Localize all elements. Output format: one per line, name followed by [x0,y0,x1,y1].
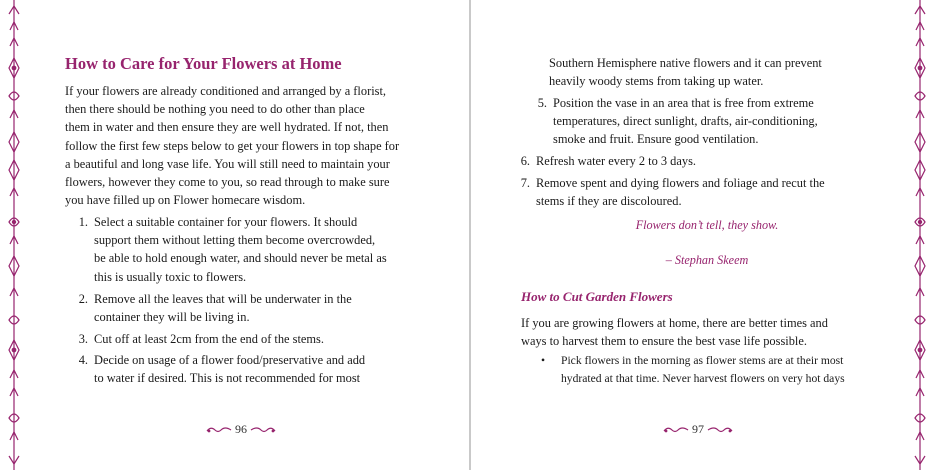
intro-paragraph [65,82,435,209]
bullet-icon: • [541,354,546,367]
list-number: 1. [78,215,88,229]
text-line: temperatures, direct sunlight, drafts, air-conditioning, [553,114,818,129]
continued-paragraph [549,54,889,90]
text-line: Refresh water every 2 to 3 days. [536,154,696,168]
swirl-flourish-icon [663,425,689,435]
text-line: Southern Hemisphere native flowers and it can prevent [549,56,822,70]
text-line: this is usually toxic to flowers. [94,269,247,284]
list-number: 3. [78,332,88,346]
page-number-left [206,422,276,437]
list-item-step-2 [74,290,424,326]
decorative-border-right-icon [912,0,928,470]
text-line: be able to hold enough water, and should never be metal as [94,251,387,266]
decorative-border-left-icon [6,0,22,470]
text-line: them in water and then ensure they are well hydrated. If not, then [65,120,389,135]
section-paragraph [521,314,891,350]
list-number: 4. [78,353,88,367]
text-line: smoke and fruit. Ensure good ventilation. [553,132,759,147]
swirl-flourish-icon [250,425,276,435]
page-heading: How to Care for Your Flowers at Home [65,54,342,73]
list-number: 6. [520,154,530,168]
text-line: Decide on usage of a flower food/preservative and add [94,353,366,367]
text-line: a beautiful and long vase life. You will still need to maintain your [65,156,390,171]
list-item-step-4 [74,351,424,387]
page-number-right [663,422,733,437]
text-line: follow the first few steps below to get your flowers in top shape for [65,138,400,153]
list-item-step-1 [74,213,424,286]
text-line: If your flowers are already conditioned and arranged by a florist, [65,84,386,98]
text-line: Remove all the leaves that will be underwater in the [94,292,352,306]
text-line: then there should be nothing you need to do other than place [65,102,365,117]
right-page [471,0,940,470]
list-number: 5. [537,96,547,110]
text-line: stems if they are discoloured. [536,194,682,209]
list-number: 2. [78,292,88,306]
quote-author: – Stephan Skeem [665,253,749,267]
text-line: If you are growing flowers at home, there are better times and [521,316,828,330]
page-number: 97 [692,422,704,436]
text-line: Position the vase in an area that is free from extreme [553,96,814,110]
swirl-flourish-icon [206,425,232,435]
page-number: 96 [235,422,247,436]
text-line: Remove spent and dying flowers and foliage and recut the [536,176,825,190]
list-number: 7. [520,176,530,190]
text-line: Pick flowers in the morning as flower stems are at their most [561,354,844,367]
text-line: flowers, however they come to you, so read through to make sure [65,175,390,190]
list-item-step-7 [516,174,896,210]
list-item-step-3 [74,330,424,348]
text-line: to water if desired. This is not recommended for most [94,371,361,386]
text-line: Cut off at least 2cm from the end of the stems. [94,332,324,346]
swirl-flourish-icon [707,425,733,435]
text-line: heavily woody stems from taking up water. [549,74,764,89]
text-line: hydrated at that time. Never harvest flowers on very hot days [561,372,845,385]
quote-text: Flowers don’t tell, they show. [635,218,779,232]
text-line: support them without letting them become overcrowded, [94,233,376,248]
text-line: container they will be living in. [94,310,250,325]
section-subheading: How to Cut Garden Flowers [521,289,673,304]
text-line: you have filled up on Flower homecare wisdom. [65,193,306,208]
text-line: Select a suitable container for your flowers. It should [94,215,358,229]
text-line: ways to harvest them to ensure the best vase life possible. [521,334,807,349]
list-item-step-6 [516,152,876,170]
list-item-step-5 [533,94,883,149]
